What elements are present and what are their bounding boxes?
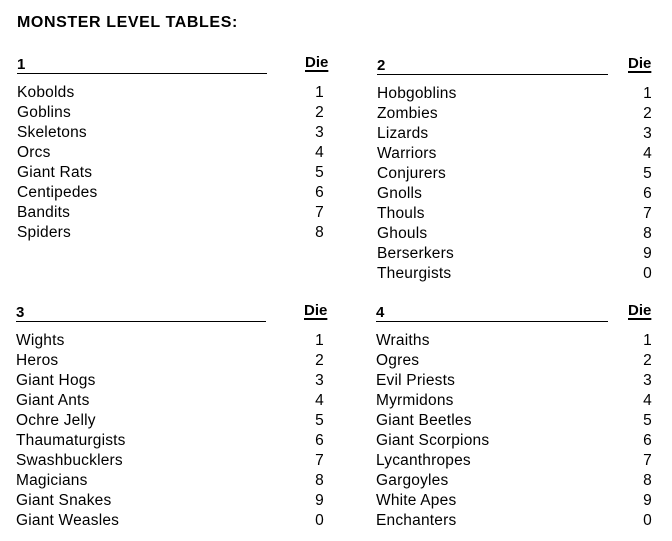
- monster-name: Evil Priests: [376, 372, 456, 389]
- monster-name: Giant Weasles: [16, 512, 120, 529]
- monster-name: White Apes: [376, 492, 457, 509]
- table-header-rule: [16, 321, 266, 322]
- die-value: 6: [643, 185, 652, 202]
- die-column-header: Die: [304, 302, 328, 319]
- die-value: 0: [315, 512, 324, 529]
- die-value: 2: [315, 104, 324, 121]
- die-value: 3: [643, 372, 652, 389]
- die-value: 9: [643, 245, 652, 262]
- table-number: 1: [17, 56, 26, 73]
- monster-name: Kobolds: [17, 84, 75, 101]
- die-value: 8: [643, 472, 652, 489]
- monster-name: Enchanters: [376, 512, 457, 529]
- die-value: 3: [315, 124, 324, 141]
- monster-name: Hobgoblins: [377, 85, 457, 102]
- monster-name: Goblins: [17, 104, 71, 121]
- monster-name: Spiders: [17, 224, 71, 241]
- monster-name: Giant Scorpions: [376, 432, 490, 449]
- die-value: 2: [315, 352, 324, 369]
- monster-name: Bandits: [17, 204, 71, 221]
- die-value: 4: [643, 145, 652, 162]
- die-value: 5: [315, 164, 324, 181]
- monster-name: Skeletons: [17, 124, 87, 141]
- table-header-rule: [17, 73, 267, 74]
- monster-name: Warriors: [377, 145, 437, 162]
- monster-name: Lizards: [377, 125, 429, 142]
- monster-name: Orcs: [17, 144, 51, 161]
- die-value: 1: [315, 332, 324, 349]
- die-value: 1: [643, 85, 652, 102]
- die-value: 1: [315, 84, 324, 101]
- monster-name: Ogres: [376, 352, 420, 369]
- die-value: 8: [315, 224, 324, 241]
- die-value: 5: [315, 412, 324, 429]
- die-value: 5: [643, 165, 652, 182]
- die-value: 3: [643, 125, 652, 142]
- monster-name: Thaumaturgists: [16, 432, 126, 449]
- table-header-rule: [376, 321, 608, 322]
- monster-name: Giant Rats: [17, 164, 93, 181]
- monster-name: Gnolls: [377, 185, 423, 202]
- die-value: 8: [643, 225, 652, 242]
- die-value: 1: [643, 332, 652, 349]
- die-value: 6: [643, 432, 652, 449]
- monster-name: Centipedes: [17, 184, 98, 201]
- table-header-rule: [377, 74, 608, 75]
- table-number: 3: [16, 304, 25, 321]
- monster-name: Berserkers: [377, 245, 454, 262]
- die-value: 5: [643, 412, 652, 429]
- monster-name: Giant Ants: [16, 392, 90, 409]
- die-value: 9: [643, 492, 652, 509]
- die-value: 6: [315, 184, 324, 201]
- monster-name: Heros: [16, 352, 59, 369]
- die-value: 4: [643, 392, 652, 409]
- monster-name: Giant Beetles: [376, 412, 472, 429]
- monster-name: Giant Hogs: [16, 372, 96, 389]
- monster-name: Giant Snakes: [16, 492, 112, 509]
- die-value: 2: [643, 352, 652, 369]
- die-value: 0: [643, 265, 652, 282]
- die-value: 7: [643, 205, 652, 222]
- monster-name: Conjurers: [377, 165, 446, 182]
- die-value: 7: [315, 452, 324, 469]
- die-column-header: Die: [305, 54, 329, 71]
- die-value: 2: [643, 105, 652, 122]
- die-value: 9: [315, 492, 324, 509]
- monster-name: Thouls: [377, 205, 425, 222]
- die-value: 8: [315, 472, 324, 489]
- die-value: 6: [315, 432, 324, 449]
- page-title: MONSTER LEVEL TABLES:: [17, 14, 238, 31]
- die-value: 0: [643, 512, 652, 529]
- die-column-header: Die: [628, 302, 652, 319]
- die-value: 3: [315, 372, 324, 389]
- monster-name: Zombies: [377, 105, 438, 122]
- monster-name: Gargoyles: [376, 472, 449, 489]
- monster-name: Theurgists: [377, 265, 452, 282]
- die-value: 7: [643, 452, 652, 469]
- monster-name: Myrmidons: [376, 392, 454, 409]
- monster-name: Ochre Jelly: [16, 412, 96, 429]
- monster-name: Lycanthropes: [376, 452, 471, 469]
- monster-name: Swashbucklers: [16, 452, 123, 469]
- monster-name: Wraiths: [376, 332, 430, 349]
- table-number: 4: [376, 304, 385, 321]
- die-value: 4: [315, 392, 324, 409]
- die-value: 7: [315, 204, 324, 221]
- table-number: 2: [377, 57, 386, 74]
- monster-name: Ghouls: [377, 225, 428, 242]
- die-column-header: Die: [628, 55, 652, 72]
- monster-name: Magicians: [16, 472, 88, 489]
- die-value: 4: [315, 144, 324, 161]
- monster-name: Wights: [16, 332, 65, 349]
